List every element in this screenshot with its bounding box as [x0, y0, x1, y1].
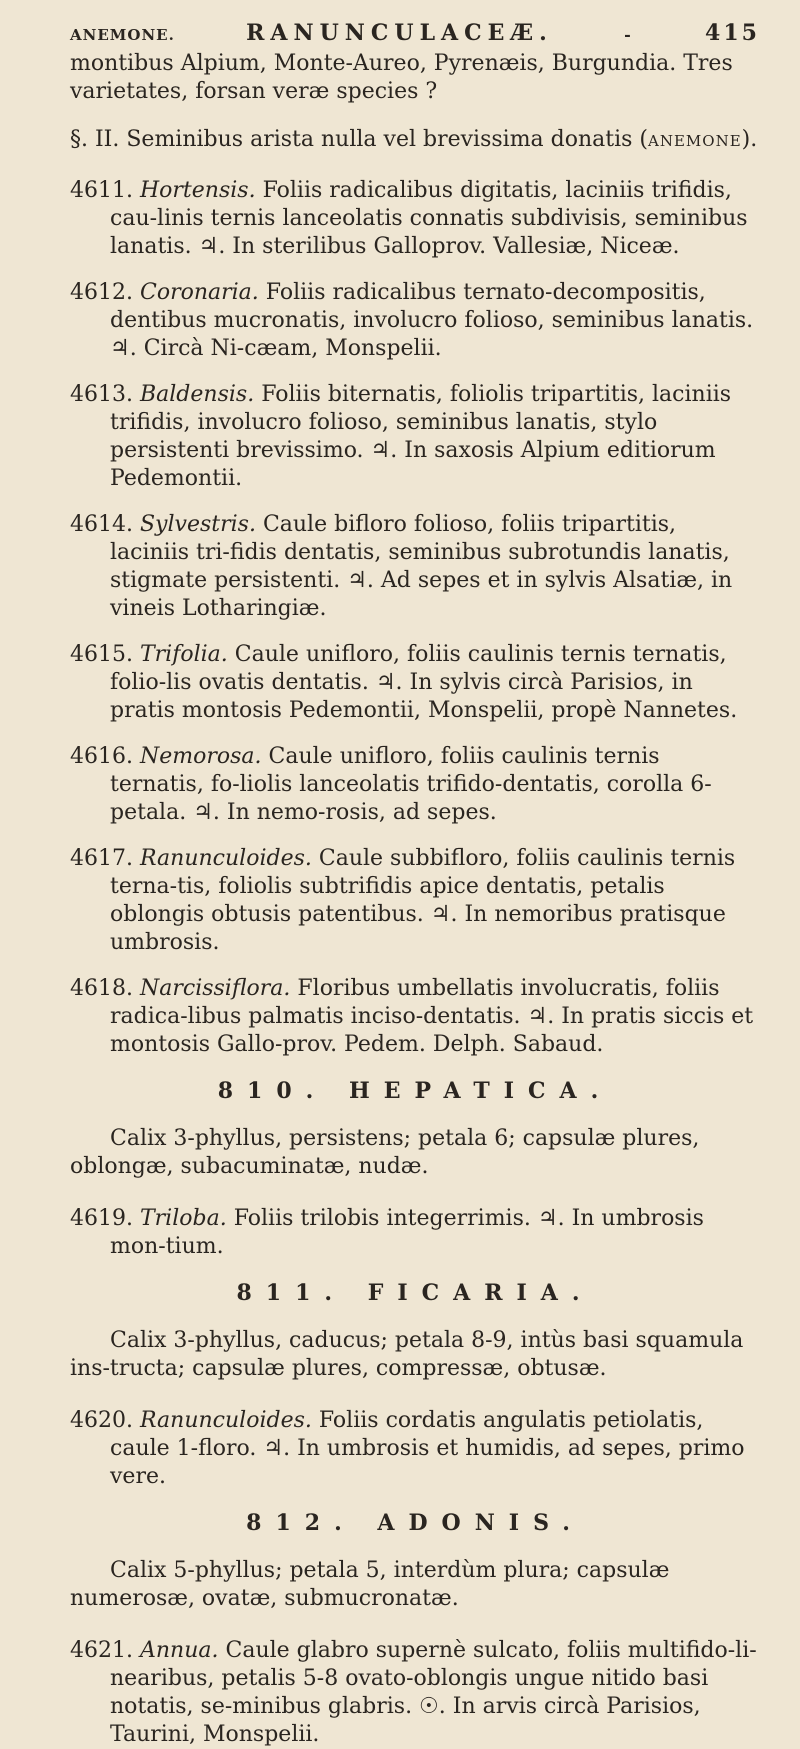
entry-name: Hortensis. [139, 178, 256, 203]
entries-group-d [70, 1637, 760, 1749]
intro-paragraph: montibus Alpium, Monte-Aureo, Pyrenæis, Burgundia. Tres varietates, forsan veræ species ? [70, 51, 733, 104]
species-entry [70, 279, 760, 363]
species-entry [70, 743, 760, 827]
entries-group-b [70, 1205, 760, 1261]
entry-text: Caule glabro supernè sulcato, foliis multifido-li-nearibus, petalis 5-8 ovato-oblongis ungue nitido basi notatis, se-minibus glabris. ☉. In arvis circà Parisios, Taurini, Monspelii. [110, 1638, 757, 1747]
entry-number: 4612. [70, 280, 133, 305]
entry-number: 4615. [70, 642, 133, 667]
entry-text: Floribus umbellatis involucratis, foliis radica-libus palmatis inciso-dentatis. ♃. In pratis siccis et montosis Gallo-prov. Pedem. Delph. Sabaud. [110, 976, 754, 1057]
species-entry [70, 1637, 760, 1749]
entry-text: Foliis trilobis integerrimis. ♃. In umbrosis mon-tium. [110, 1206, 704, 1259]
entry-name: Baldensis. [139, 382, 255, 407]
entry-number: 4616. [70, 744, 133, 769]
entry-text: Foliis radicalibus ternato-decompositis, dentibus mucronatis, involucro folioso, seminibus lanatis. ♃. Circà Ni-cæam, Monspelii. [110, 280, 754, 361]
genus-description-adonis: Calix 5-phyllus; petala 5, interdùm plura; capsulæ numerosæ, ovatæ, submucronatæ. [70, 1558, 670, 1611]
running-head-genus: ANEMONE. [70, 26, 175, 44]
entry-name: Triloba. [139, 1206, 227, 1231]
running-head-dash: - [624, 25, 634, 44]
section-label: ANEMONE [648, 132, 742, 150]
entry-text: Foliis biternatis, foliolis tripartitis, laciniis trifidis, involucro folioso, seminibus lanatis, stylo persistenti brevissimo. ♃. In saxosis Alpium editiorum Pedemontii. [110, 382, 732, 491]
entries-group-a [70, 177, 760, 1059]
genus-heading-ficaria: 811. FICARIA. [236, 1280, 594, 1306]
species-entry [70, 641, 760, 725]
entry-number: 4613. [70, 382, 133, 407]
entry-number: 4620. [70, 1408, 133, 1433]
entry-text: Caule unifloro, foliis caulinis ternis ternatis, folio-lis ovatis dentatis. ♃. In sylvis circà Parisios, in pratis montosis Pedemontii, Monspelii, propè Nannetes. [110, 642, 738, 723]
genus-description-ficaria: Calix 3-phyllus, caducus; petala 8-9, intùs basi squamula ins-tructa; capsulæ plures, compressæ, obtusæ. [70, 1328, 744, 1381]
entry-number: 4621. [70, 1638, 133, 1663]
text-block [70, 50, 760, 1749]
running-head [70, 20, 760, 46]
entry-name: Sylvestris. [139, 512, 256, 537]
species-entry [70, 177, 760, 261]
entry-name: Trifolia. [139, 642, 228, 667]
entries-group-c [70, 1407, 760, 1491]
species-entry [70, 1205, 760, 1261]
entry-text: Caule subbifloro, foliis caulinis ternis terna-tis, foliolis subtrifidis apice dentatis, petalis oblongis obtusis patentibus. ♃. In nemoribus pratisque umbrosis. [110, 846, 736, 955]
entry-number: 4614. [70, 512, 133, 537]
entry-text: Foliis cordatis angulatis petiolatis, caule 1-floro. ♃. In umbrosis et humidis, ad sepes, primo vere. [110, 1408, 745, 1489]
entry-name: Ranunculoides. [139, 846, 312, 871]
entry-number: 4618. [70, 976, 133, 1001]
species-entry [70, 845, 760, 957]
species-entry [70, 511, 760, 623]
species-entry [70, 975, 760, 1059]
entry-name: Narcissiflora. [139, 976, 291, 1001]
species-entry [70, 1407, 760, 1491]
page-number: 415 [705, 20, 760, 46]
entry-name: Ranunculoides. [139, 1408, 312, 1433]
section-text: §. II. Seminibus arista nulla vel brevissima donatis ( [70, 127, 649, 152]
entry-name: Coronaria. [139, 280, 259, 305]
entry-text: Caule bifloro folioso, foliis tripartitis, laciniis tri-fidis dentatis, seminibus subrotundis lanatis, stigmate persistenti. ♃. Ad sepes et in sylvis Alsatiæ, in vineis Lotharingiæ. [110, 512, 733, 621]
genus-description-hepatica: Calix 3-phyllus, persistens; petala 6; capsulæ plures, oblongæ, subacuminatæ, nudæ. [70, 1126, 700, 1179]
entry-number: 4617. [70, 846, 133, 871]
genus-heading-hepatica: 810. HEPATICA. [217, 1078, 613, 1104]
entry-name: Nemorosa. [139, 744, 262, 769]
running-head-family: RANUNCULACEÆ. [246, 20, 553, 46]
genus-heading-adonis: 812. ADONIS. [246, 1510, 584, 1536]
entry-text: Caule unifloro, foliis caulinis ternis ternatis, fo-liolis lanceolatis trifido-dentatis, corolla 6-petala. ♃. In nemo-rosis, ad sepes. [110, 744, 712, 825]
entry-number: 4611. [70, 178, 133, 203]
entry-text: Foliis radicalibus digitatis, laciniis trifidis, cau-linis ternis lanceolatis connatis subdivisis, seminibus lanatis. ♃. In sterilibus Galloprov. Vallesiæ, Niceæ. [110, 178, 748, 259]
section-heading [70, 126, 760, 155]
species-entry [70, 381, 760, 493]
entry-name: Annua. [139, 1638, 219, 1663]
entry-number: 4619. [70, 1206, 133, 1231]
section-close: ). [741, 127, 758, 152]
